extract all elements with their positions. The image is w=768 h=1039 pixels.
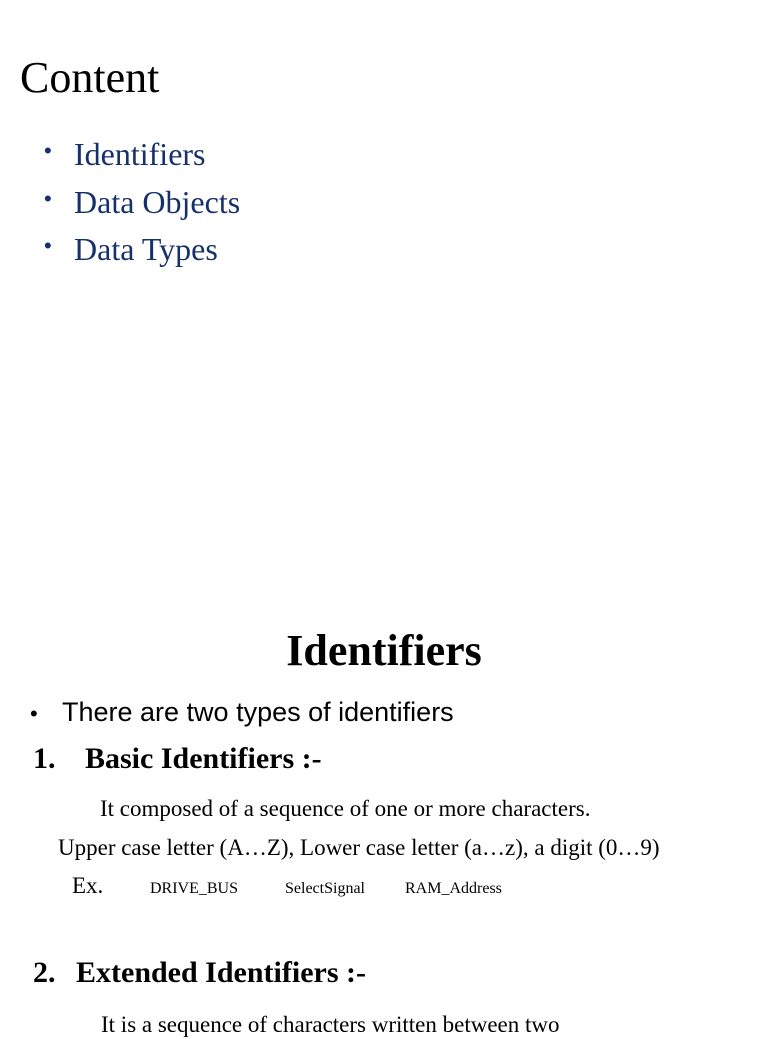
basic-character-set: Upper case letter (A…Z), Lower case letter (a…z), a digit (0…9) <box>58 835 660 860</box>
bullet-icon: • <box>44 233 52 258</box>
example-identifier: SelectSignal <box>285 880 365 897</box>
heading-number: 2. <box>33 956 56 989</box>
example-identifier: DRIVE_BUS <box>150 880 239 897</box>
list-item <box>44 136 240 184</box>
bullet-icon: • <box>30 701 38 726</box>
heading-number: 1. <box>33 742 56 775</box>
basic-examples <box>72 872 502 903</box>
list-item-label: Data Types <box>74 231 218 267</box>
list-item <box>44 184 240 232</box>
basic-identifiers-heading <box>33 742 322 776</box>
bullet-icon: • <box>44 185 52 211</box>
example-identifier: RAM_Address <box>405 880 502 897</box>
list-item-label: Identifiers <box>74 136 206 172</box>
content-title: Content <box>20 53 160 102</box>
identifiers-title: Identifiers <box>286 626 482 675</box>
intro-bullet <box>30 695 454 731</box>
content-list <box>44 136 240 279</box>
example-label: Ex. <box>72 873 104 898</box>
bullet-icon: • <box>44 138 52 163</box>
heading-text: Basic Identifiers :- <box>85 742 322 775</box>
extended-identifiers-heading <box>33 956 366 990</box>
slide-identifiers <box>0 576 768 1037</box>
list-item <box>44 231 240 279</box>
intro-text: There are two types of identifiers <box>62 697 454 727</box>
extended-description: It is a sequence of characters written between two <box>101 1012 560 1037</box>
heading-text: Extended Identifiers :- <box>76 956 366 989</box>
list-item-label: Data Objects <box>74 183 241 220</box>
basic-description: It composed of a sequence of one or more characters. <box>100 796 591 821</box>
